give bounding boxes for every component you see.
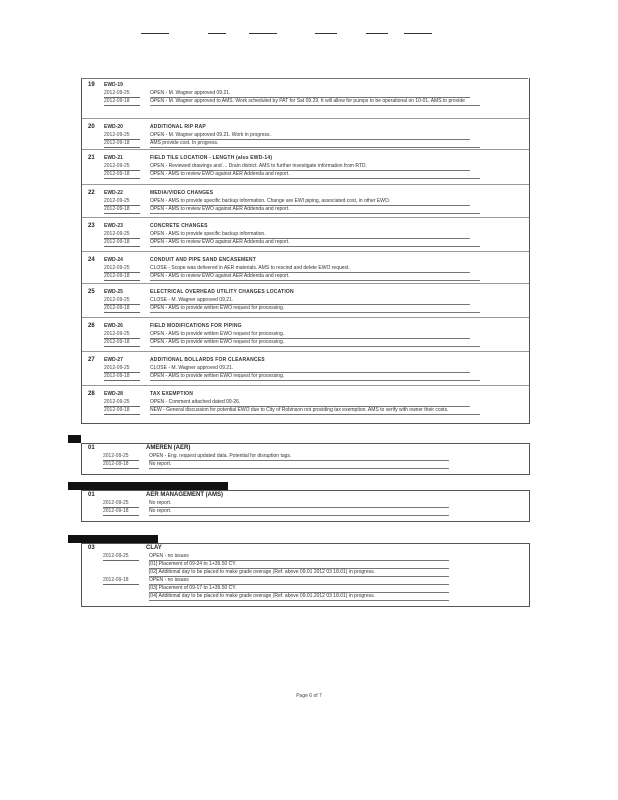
status-date: 2012-09-25 (104, 331, 130, 337)
status-row (103, 500, 523, 508)
status-text: OPEN - no issues (149, 553, 189, 559)
status-row (104, 98, 534, 106)
text-underline (150, 246, 480, 247)
item-code: EWD-28 (104, 391, 123, 397)
date-underline (104, 346, 140, 347)
item-separator (82, 251, 529, 252)
item-separator (82, 385, 529, 386)
status-date: 2012-09-25 (104, 365, 130, 371)
status-text: OPEN - M. Wagner approved 09.21. Work in progress. (150, 132, 271, 138)
status-date: 2012-09-25 (103, 500, 129, 506)
date-underline (104, 105, 140, 106)
status-text: CLOSE - M. Wagner approved 09.21. (150, 365, 234, 371)
date-underline (104, 312, 140, 313)
status-text: OPEN - Reviewed drawings and ... Drain district. AMS to further investigate information from RTD. (150, 163, 367, 169)
status-row (103, 593, 523, 601)
status-date: 2012-09-18 (104, 206, 130, 212)
header-mark (208, 33, 226, 34)
item-separator (82, 184, 529, 185)
item-number: 25 (88, 289, 95, 295)
status-text: No report. (149, 500, 172, 506)
status-text: [02] Additional day to be placed to make grade overage (Ref. above 09.01 2012 03 18.01) in progress. (149, 569, 375, 575)
status-text: OPEN - AMS to provide written EWO request for processing. (150, 331, 285, 337)
section-number: 01 (88, 445, 95, 451)
status-row (104, 206, 534, 214)
status-row (104, 273, 534, 281)
item-separator (82, 317, 529, 318)
date-underline (104, 414, 140, 415)
item-number: 28 (88, 391, 95, 397)
header-rule-marks (0, 33, 618, 37)
header-mark (249, 33, 277, 34)
status-date: 2012-09-25 (103, 553, 129, 559)
status-text: OPEN - AMS to provide written EWO request for processing. (150, 373, 285, 379)
date-underline (104, 380, 140, 381)
status-row (104, 163, 534, 171)
item-title: TAX EXEMPTION (150, 391, 194, 397)
status-text: No report. (149, 461, 172, 467)
status-row (103, 577, 523, 585)
date-underline (103, 468, 139, 469)
item-number: 26 (88, 323, 95, 329)
item-title: FIELD TILE LOCATION - LENGTH (also EWD-14) (150, 155, 273, 161)
status-date: 2012-09-18 (104, 305, 130, 311)
section-bar (68, 435, 81, 443)
status-text: OPEN - AMS to provide specific backup information. (150, 231, 266, 237)
status-text: NEW - General discussion for potential EWO due to City of Robinson not providing tax exemption. AMS to verify with owner their costs. (150, 407, 449, 413)
status-row (103, 453, 523, 461)
status-row (104, 305, 534, 313)
status-date: 2012-09-25 (104, 231, 130, 237)
status-date: 2012-09-25 (104, 198, 130, 204)
date-underline (103, 515, 139, 516)
status-row (104, 132, 534, 140)
text-underline (149, 468, 449, 469)
date-underline (104, 213, 140, 214)
status-row (104, 331, 534, 339)
text-underline (150, 346, 480, 347)
status-date: 2012-09-18 (103, 577, 129, 583)
item-number: 27 (88, 357, 95, 363)
section-heading: AMEREN (AER) (146, 445, 191, 451)
status-text: OPEN - M. Wagner approved to AMS. Work scheduled by PAT for Sat 09.29. It will allow for pumps to be operational on 10-01. AMS to provide (150, 98, 465, 104)
item-code: EWD-21 (104, 155, 123, 161)
item-separator (82, 351, 529, 352)
status-row (103, 508, 523, 516)
status-date: 2012-09-25 (104, 265, 130, 271)
status-row (103, 585, 523, 593)
status-row (104, 265, 534, 273)
status-row (103, 569, 523, 577)
item-title: FIELD MODIFICATIONS FOR PIPING (150, 323, 242, 329)
text-underline (150, 280, 480, 281)
item-separator (82, 118, 529, 119)
header-mark (315, 33, 337, 34)
section-bar (68, 535, 158, 543)
text-underline (149, 600, 449, 601)
item-number: 24 (88, 257, 95, 263)
date-underline (104, 246, 140, 247)
status-text: OPEN - AMS to review EWO against AER Addenda and report. (150, 273, 290, 279)
status-text: [01] Placement of 09-24 to 1+39.50 CY. (149, 561, 237, 567)
item-separator (82, 217, 529, 218)
ewo-items-table (81, 78, 530, 424)
item-number: 20 (88, 124, 95, 130)
status-row (104, 407, 534, 415)
text-underline (150, 105, 480, 106)
status-text: OPEN - M. Wagner approved 09.21. (150, 90, 231, 96)
item-title: ELECTRICAL OVERHEAD UTILITY CHANGES LOCATION (150, 289, 294, 295)
status-date: 2012-09-18 (104, 98, 130, 104)
header-mark (404, 33, 432, 34)
status-text: CLOSE - Scope was delivered in AER materials. AMS to rescind and delete EWO request. (150, 265, 350, 271)
status-text: No report. (149, 508, 172, 514)
status-date: 2012-09-18 (104, 273, 130, 279)
section-number: 03 (88, 545, 95, 551)
status-date: 2012-09-18 (104, 171, 130, 177)
item-number: 19 (88, 82, 95, 88)
status-date: 2012-09-18 (104, 239, 130, 245)
status-date: 2012-09-25 (104, 163, 130, 169)
item-separator (82, 283, 529, 284)
status-row (104, 140, 534, 148)
status-text: OPEN - Comment attached dated 09-26. (150, 399, 241, 405)
status-date: 2012-09-25 (103, 453, 129, 459)
status-row (103, 561, 523, 569)
status-row (103, 553, 523, 561)
header-mark (141, 33, 169, 34)
date-underline (104, 178, 140, 179)
status-text: OPEN - AMS to provide specific backup information. Change are EWI piping, associated cost, in other EWO. (150, 198, 391, 204)
section-number: 01 (88, 492, 95, 498)
status-text: OPEN - Eng. request updated data. Potential for disruption tags. (149, 453, 292, 459)
status-date: 2012-09-25 (104, 90, 130, 96)
status-text: [03] Placement of 09-17 to 1+39.50 CY. (149, 585, 237, 591)
status-date: 2012-09-18 (103, 461, 129, 467)
status-row (104, 339, 534, 347)
status-row (104, 373, 534, 381)
item-title: CONCRETE CHANGES (150, 223, 208, 229)
status-date: 2012-09-18 (103, 508, 129, 514)
status-date: 2012-09-25 (104, 132, 130, 138)
status-text: OPEN - AMS to provide written EWO request for processing. (150, 339, 285, 345)
status-row (104, 90, 534, 98)
status-date: 2012-09-18 (104, 339, 130, 345)
status-row (103, 461, 523, 469)
text-underline (150, 380, 480, 381)
date-underline (104, 280, 140, 281)
status-text: OPEN - AMS to review EWO against AER Addenda and report. (150, 239, 290, 245)
item-code: EWD-22 (104, 190, 123, 196)
status-text: OPEN - AMS to provide written EWO request for processing. (150, 305, 285, 311)
text-underline (150, 414, 480, 415)
item-code: EWD-25 (104, 289, 123, 295)
status-date: 2012-09-18 (104, 140, 130, 146)
status-text: OPEN - AMS to review EWO against AER Addenda and report. (150, 171, 290, 177)
item-number: 22 (88, 190, 95, 196)
item-code: EWD-26 (104, 323, 123, 329)
status-text: AMS provide cost. In progress. (150, 140, 219, 146)
status-date: 2012-09-18 (104, 373, 130, 379)
section-heading: CLAY (146, 545, 162, 551)
item-code: EWD-24 (104, 257, 123, 263)
page-number: Page 6 of 7 (296, 693, 322, 699)
text-underline (150, 178, 480, 179)
item-code: EWD-19 (104, 82, 123, 88)
text-underline (150, 213, 480, 214)
item-title: MEDIA/VIDEO CHANGES (150, 190, 214, 196)
text-underline (150, 312, 480, 313)
item-number: 21 (88, 155, 95, 161)
status-row (104, 399, 534, 407)
status-text: CLOSE - M. Wagner approved 09.21. (150, 297, 234, 303)
text-underline (149, 515, 449, 516)
header-mark (366, 33, 388, 34)
date-underline (104, 147, 140, 148)
item-title: ADDITIONAL RIP RAP (150, 124, 206, 130)
status-row (104, 365, 534, 373)
text-underline (150, 147, 480, 148)
item-code: EWD-23 (104, 223, 123, 229)
status-text: [04] Additional day to be placed to make grade overage (Ref. above 09.01.2012 03 18.01) in progress. (149, 593, 375, 599)
status-date: 2012-09-25 (104, 297, 130, 303)
status-row (104, 239, 534, 247)
status-date: 2012-09-18 (104, 407, 130, 413)
item-title: ADDITIONAL BOLLARDS FOR CLEARANCES (150, 357, 265, 363)
status-row (104, 231, 534, 239)
status-row (104, 171, 534, 179)
status-text: OPEN - no issues (149, 577, 189, 583)
status-date: 2012-09-25 (104, 399, 130, 405)
status-row (104, 198, 534, 206)
section-bar (68, 482, 228, 490)
item-code: EWD-27 (104, 357, 123, 363)
item-code: EWD-20 (104, 124, 123, 130)
status-text: OPEN - AMS to review EWO against AER Addenda and report. (150, 206, 290, 212)
item-number: 23 (88, 223, 95, 229)
status-row (104, 297, 534, 305)
item-separator (82, 149, 529, 150)
section-heading: AER MANAGEMENT (AMS) (146, 492, 223, 498)
item-title: CONDUIT AND PIPE SAND ENCASEMENT (150, 257, 256, 263)
